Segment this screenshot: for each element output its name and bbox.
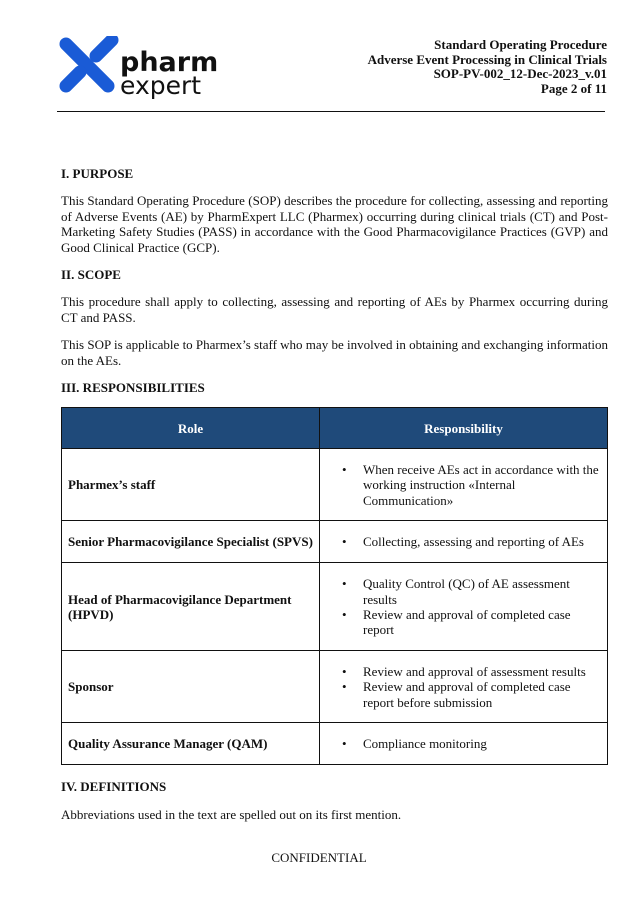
logo-x-mark bbox=[66, 40, 112, 86]
table-row bbox=[62, 651, 608, 723]
responsibility-cell bbox=[320, 723, 608, 765]
role-cell: Quality Assurance Manager (QAM) bbox=[62, 723, 320, 765]
role-cell: Sponsor bbox=[62, 651, 320, 723]
table-header-row bbox=[62, 408, 608, 449]
responsibility-cell bbox=[320, 449, 608, 521]
responsibilities-heading: III. RESPONSIBILITIES bbox=[61, 380, 205, 396]
scope-text-2: This SOP is applicable to Pharmex’s staff who may be involved in obtaining and exchanging information on the AEs. bbox=[61, 337, 608, 368]
role-cell: Head of Pharmacovigilance Department (HPVD) bbox=[62, 563, 320, 651]
logo-word-expert: expert bbox=[120, 71, 202, 100]
role-cell: Senior Pharmacovigilance Specialist (SPVS) bbox=[62, 521, 320, 563]
responsibility-cell bbox=[320, 651, 608, 723]
table-row bbox=[62, 521, 608, 563]
responsibilities-table bbox=[61, 407, 608, 765]
document-header bbox=[368, 38, 607, 96]
responsibility-item: • Review and approval of completed case report before submission bbox=[342, 679, 571, 710]
responsibility-item: • Review and approval of completed case report bbox=[342, 606, 571, 638]
table-row bbox=[62, 723, 608, 765]
header-divider bbox=[57, 111, 605, 112]
header-doc-type: Standard Operating Procedure bbox=[434, 37, 607, 52]
responsibility-item: • Review and approval of assessment results bbox=[342, 663, 586, 679]
responsibility-item: • When receive AEs act in accordance with the working instruction «Internal Communication» bbox=[342, 461, 599, 508]
responsibility-item: • Collecting, assessing and reporting of AEs bbox=[342, 534, 584, 550]
table-row bbox=[62, 563, 608, 651]
responsibility-item: • Quality Control (QC) of AE assessment results bbox=[342, 576, 570, 607]
header-doc-title: Adverse Event Processing in Clinical Trials bbox=[367, 51, 607, 67]
definitions-heading: IV. DEFINITIONS bbox=[61, 779, 167, 795]
definitions-text: Abbreviations used in the text are spelled out on its first mention. bbox=[61, 806, 402, 822]
responsibility-cell bbox=[320, 563, 608, 651]
confidential-footer: CONFIDENTIAL bbox=[271, 850, 367, 865]
column-header-role: Role bbox=[62, 408, 320, 449]
document-body bbox=[61, 166, 608, 834]
header-page-number: Page 2 of 11 bbox=[540, 80, 607, 96]
role-cell: Pharmex’s staff bbox=[62, 449, 320, 521]
scope-text-1: This procedure shall apply to collecting, assessing and reporting of AEs by Pharmex occurring during CT and PASS. bbox=[61, 294, 608, 325]
responsibility-item: • Compliance monitoring bbox=[342, 736, 487, 752]
scope-heading: II. SCOPE bbox=[61, 267, 121, 283]
responsibility-cell bbox=[320, 521, 608, 563]
header-doc-code: SOP-PV-002_12-Dec-2023_v.01 bbox=[433, 66, 607, 81]
column-header-responsibility: Responsibility bbox=[320, 408, 608, 449]
company-logo bbox=[58, 36, 218, 100]
purpose-text: This Standard Operating Procedure (SOP) describes the procedure for collecting, assessing and reporting of Adverse Events (AE) by PharmExpert LLC (Pharmex) occurring during clinical trials (CT) and Post-Marketing Safety Studies (PASS) in accordance with the Good Pharmacovigilance Practices (GVP) and Good Clinical Practice (GCP). bbox=[61, 193, 608, 255]
logo-word-pharm: pharm bbox=[120, 47, 218, 78]
table-row bbox=[62, 449, 608, 521]
purpose-heading: I. PURPOSE bbox=[61, 166, 134, 181]
